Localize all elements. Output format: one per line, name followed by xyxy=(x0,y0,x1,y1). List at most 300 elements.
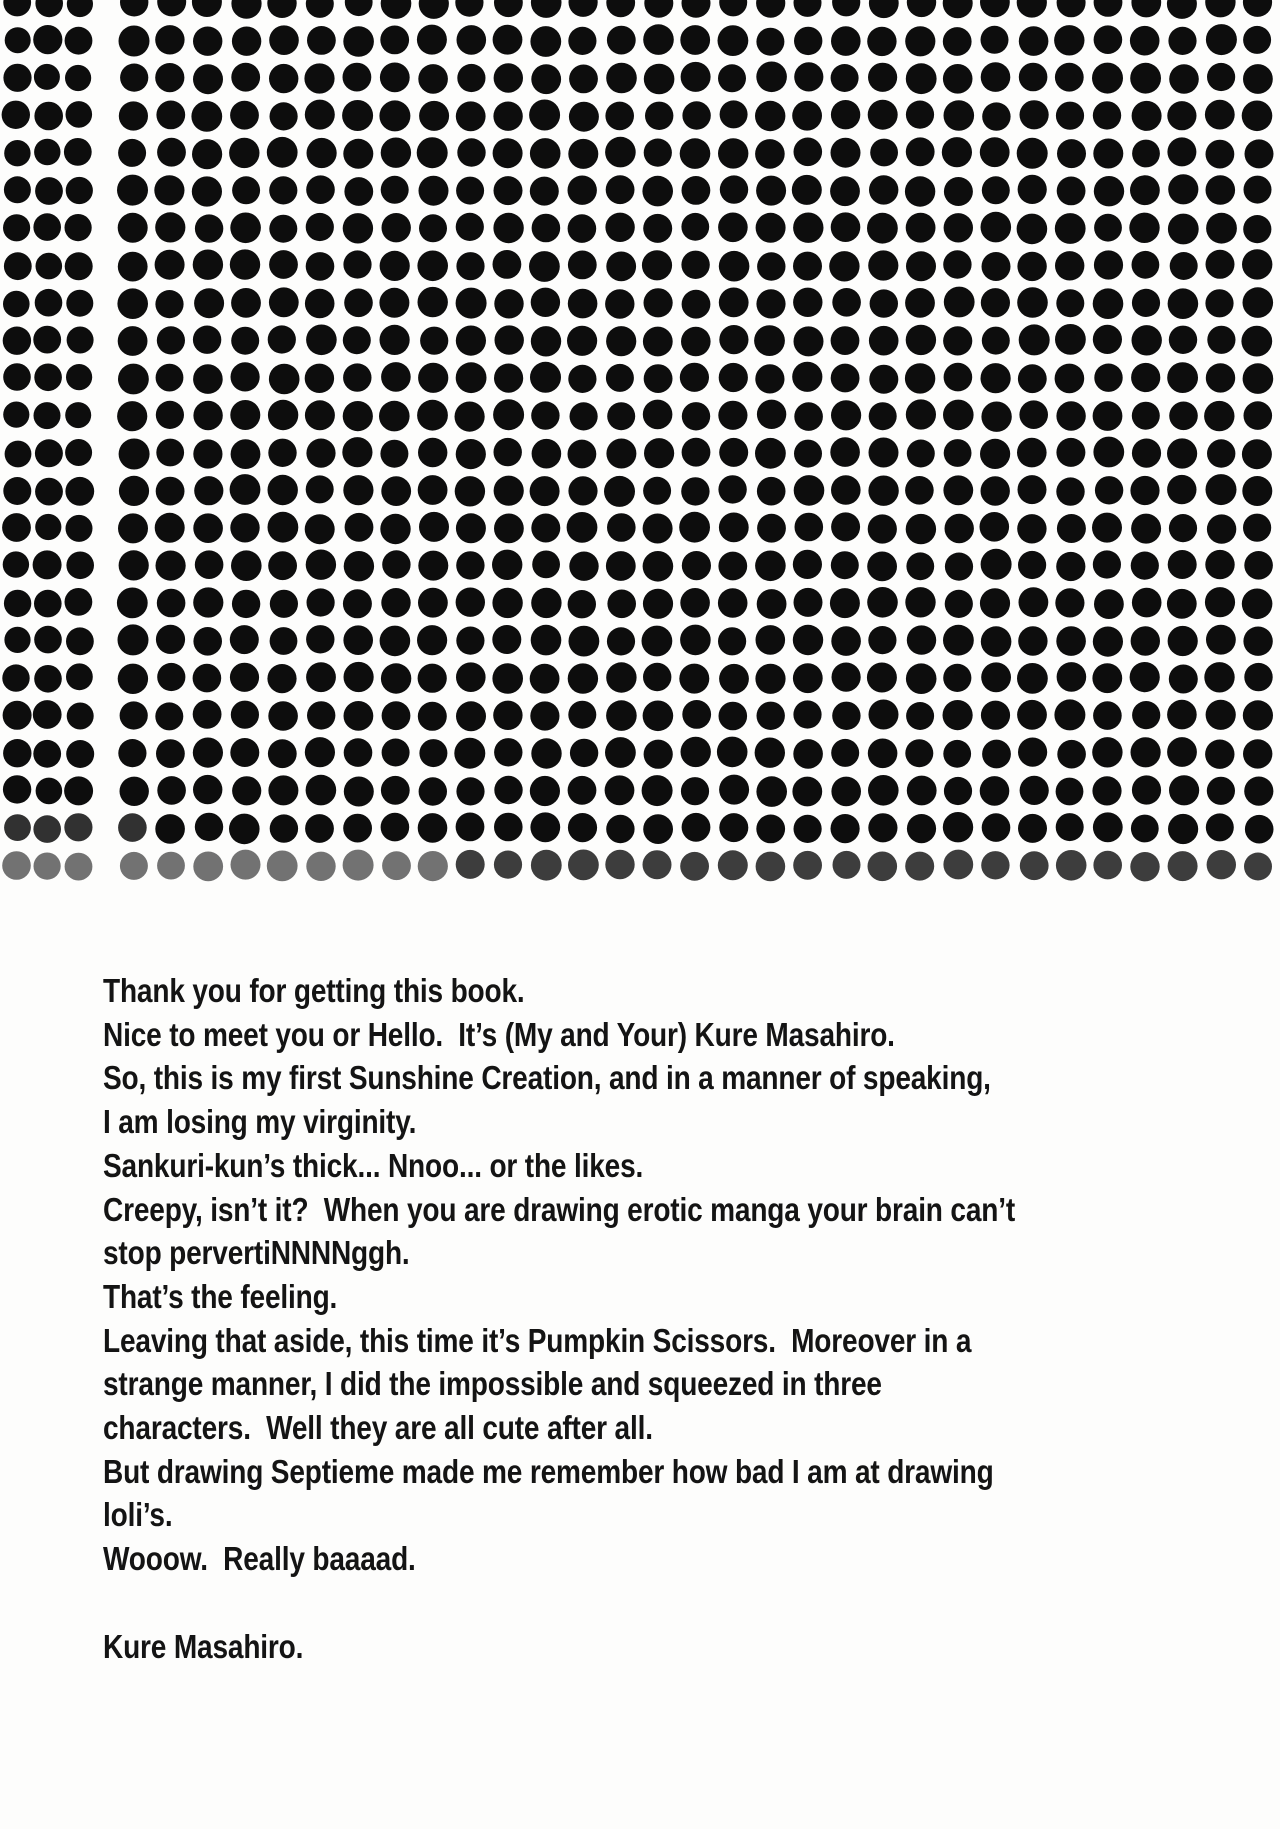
halftone-dot xyxy=(607,513,636,542)
halftone-dot xyxy=(607,627,635,655)
halftone-dot xyxy=(344,738,373,767)
halftone-dot xyxy=(1205,550,1234,579)
halftone-dot xyxy=(756,776,787,807)
halftone-dot xyxy=(1206,625,1236,655)
halftone-dot-pattern xyxy=(0,0,1280,886)
halftone-dot xyxy=(982,327,1010,355)
halftone-dot xyxy=(1094,214,1122,242)
halftone-dot xyxy=(943,400,974,431)
halftone-dot xyxy=(456,101,486,131)
halftone-dot xyxy=(418,363,448,393)
halftone-dot xyxy=(1243,627,1272,656)
halftone-dot xyxy=(1056,401,1085,430)
halftone-dot xyxy=(1130,852,1159,881)
halftone-dot xyxy=(157,0,186,16)
halftone-dot xyxy=(905,852,934,881)
halftone-dot xyxy=(268,475,298,505)
halftone-dot xyxy=(831,326,860,355)
halftone-dot xyxy=(154,175,184,205)
halftone-dot xyxy=(606,175,635,204)
halftone-dot xyxy=(193,364,223,394)
halftone-dot xyxy=(1019,63,1048,92)
halftone-dot xyxy=(682,551,711,580)
halftone-dot xyxy=(720,100,748,128)
halftone-dot xyxy=(719,702,748,731)
halftone-dot xyxy=(1132,775,1161,804)
halftone-dot xyxy=(529,251,560,282)
halftone-dot xyxy=(1131,552,1159,580)
halftone-dot xyxy=(36,253,63,280)
halftone-dot xyxy=(681,477,709,505)
halftone-dot xyxy=(5,27,31,53)
halftone-dot xyxy=(681,62,711,92)
halftone-dot xyxy=(1093,627,1123,657)
halftone-dot xyxy=(67,327,94,354)
halftone-dot xyxy=(644,139,672,167)
halftone-dot xyxy=(492,663,523,694)
halftone-dot xyxy=(1017,138,1048,169)
halftone-dot xyxy=(419,739,447,767)
halftone-dot xyxy=(943,625,974,656)
halftone-dot xyxy=(1130,63,1161,94)
halftone-dot xyxy=(643,327,673,357)
halftone-dot xyxy=(682,0,711,18)
halftone-dot xyxy=(868,250,898,280)
halftone-dot xyxy=(193,401,222,430)
halftone-dot xyxy=(1094,25,1123,54)
halftone-dot xyxy=(531,401,559,429)
afterword-line-5: Sankuri-kun’s thick... Nnoo... or the likes. xyxy=(103,1146,644,1184)
halftone-dot xyxy=(381,776,410,805)
halftone-dot xyxy=(34,102,63,131)
halftone-dot xyxy=(682,290,711,319)
halftone-dot xyxy=(756,176,786,206)
halftone-dot xyxy=(1242,439,1272,469)
halftone-dot xyxy=(1017,287,1048,318)
halftone-dot xyxy=(756,0,785,18)
halftone-dot xyxy=(118,739,146,767)
halftone-dot xyxy=(1245,815,1274,844)
halftone-dot xyxy=(1167,0,1197,19)
halftone-dot xyxy=(4,140,30,166)
halftone-dot xyxy=(156,625,185,654)
halftone-dot xyxy=(645,102,673,130)
halftone-dot xyxy=(982,176,1010,204)
halftone-dot xyxy=(231,327,259,355)
halftone-dot xyxy=(418,64,448,94)
halftone-dot xyxy=(305,400,335,430)
halftone-dot xyxy=(35,289,63,317)
halftone-dot xyxy=(1057,177,1086,206)
halftone-dot xyxy=(231,63,260,92)
halftone-dot xyxy=(794,27,822,55)
halftone-dot xyxy=(118,664,148,694)
halftone-dot xyxy=(868,813,897,842)
halftone-dot xyxy=(193,700,222,729)
halftone-dot xyxy=(270,590,298,618)
halftone-dot xyxy=(230,249,260,279)
halftone-dot xyxy=(343,814,372,843)
halftone-dot xyxy=(1204,401,1234,431)
halftone-dot xyxy=(943,740,971,768)
halftone-dot xyxy=(980,137,1010,167)
afterword-line-12: But drawing Septieme made me remember how bad I am at drawing xyxy=(103,1452,994,1490)
halftone-dot xyxy=(493,138,523,168)
halftone-dot xyxy=(457,138,485,166)
halftone-dot xyxy=(120,777,149,806)
halftone-dot xyxy=(4,252,32,280)
halftone-dot xyxy=(569,552,598,581)
halftone-dot xyxy=(906,251,936,281)
halftone-dot xyxy=(568,27,596,55)
halftone-dot xyxy=(65,853,93,881)
halftone-dot xyxy=(531,738,561,768)
halftone-dot xyxy=(155,290,183,318)
halftone-dot xyxy=(66,290,93,317)
halftone-dot xyxy=(831,400,861,430)
halftone-dot xyxy=(907,776,937,806)
halftone-dot xyxy=(1168,288,1199,319)
halftone-dot xyxy=(1094,364,1122,392)
halftone-dot xyxy=(869,402,897,430)
halftone-dot xyxy=(792,101,822,131)
halftone-dot xyxy=(34,64,60,90)
halftone-dot xyxy=(679,512,710,543)
halftone-dot xyxy=(606,0,635,17)
halftone-dot xyxy=(868,626,896,654)
halftone-dot xyxy=(680,25,710,55)
halftone-dot xyxy=(1169,326,1197,354)
halftone-dot xyxy=(1131,363,1160,392)
halftone-dot xyxy=(344,662,374,692)
halftone-dot xyxy=(606,662,636,692)
halftone-dot xyxy=(230,474,261,505)
halftone-dot xyxy=(1244,853,1272,881)
halftone-dot xyxy=(1243,514,1271,542)
halftone-dot xyxy=(66,740,94,768)
halftone-dot xyxy=(118,326,148,356)
halftone-dot xyxy=(381,362,411,392)
afterword-line-2: Nice to meet you or Hello. It’s (My and Your) Kure Masahiro. xyxy=(103,1015,895,1053)
halftone-dot xyxy=(419,777,447,805)
halftone-dot xyxy=(755,364,784,393)
halftone-dot xyxy=(1206,700,1236,730)
halftone-dot xyxy=(756,852,786,882)
halftone-dot xyxy=(1206,363,1235,392)
halftone-dot xyxy=(982,252,1011,281)
halftone-dot xyxy=(155,212,185,242)
halftone-dot xyxy=(794,402,823,431)
halftone-dot xyxy=(1243,26,1271,54)
halftone-dot xyxy=(4,590,31,617)
halftone-dot xyxy=(981,549,1012,580)
halftone-dot xyxy=(381,138,411,168)
halftone-dot xyxy=(568,176,597,205)
halftone-dot xyxy=(305,100,335,130)
halftone-dot xyxy=(605,137,636,168)
halftone-dot xyxy=(193,64,223,94)
halftone-dot xyxy=(794,815,822,843)
halftone-dot xyxy=(155,513,185,543)
halftone-dot xyxy=(568,701,596,729)
halftone-dot xyxy=(381,176,409,204)
halftone-dot xyxy=(492,550,522,580)
halftone-dot xyxy=(3,775,31,803)
halftone-dot xyxy=(418,851,448,881)
afterword-blank-line xyxy=(103,1581,1174,1625)
halftone-dot xyxy=(982,740,1011,769)
halftone-dot xyxy=(305,514,335,544)
halftone-dot xyxy=(943,27,972,56)
halftone-dot xyxy=(418,702,447,731)
halftone-dot xyxy=(831,626,861,656)
halftone-dot xyxy=(605,737,636,768)
halftone-dot xyxy=(120,701,148,729)
halftone-dot xyxy=(494,63,523,92)
halftone-dot xyxy=(379,100,410,131)
halftone-dot xyxy=(756,625,786,655)
halftone-dot xyxy=(907,814,936,843)
halftone-dot xyxy=(869,0,899,18)
halftone-dot xyxy=(157,852,185,880)
halftone-dot xyxy=(757,702,785,730)
halftone-dot xyxy=(1205,740,1234,769)
halftone-dot xyxy=(832,702,860,730)
halftone-dot xyxy=(191,101,222,132)
halftone-dot xyxy=(681,251,709,279)
halftone-dot xyxy=(4,627,30,653)
halftone-dot xyxy=(756,62,787,93)
afterword-line-14: Wooow. Really baaaad. xyxy=(103,1540,416,1578)
halftone-dot xyxy=(568,440,597,469)
halftone-dot xyxy=(381,588,410,617)
halftone-dot xyxy=(832,0,860,16)
halftone-dot xyxy=(4,814,31,841)
halftone-dot xyxy=(419,101,449,131)
halftone-dot xyxy=(1207,514,1236,543)
halftone-dot xyxy=(1242,589,1273,620)
halftone-dot xyxy=(117,175,148,206)
halftone-dot xyxy=(1093,325,1122,354)
halftone-dot xyxy=(1055,63,1084,92)
halftone-dot xyxy=(456,777,484,805)
halftone-dot xyxy=(831,212,861,242)
halftone-dot xyxy=(1167,101,1196,130)
halftone-dot xyxy=(119,550,149,580)
halftone-dot xyxy=(65,65,91,91)
halftone-dot xyxy=(5,441,32,468)
halftone-dot xyxy=(1206,250,1235,279)
halftone-dot xyxy=(868,100,898,130)
halftone-dot xyxy=(380,325,410,355)
halftone-dot xyxy=(906,399,936,429)
halftone-dot xyxy=(306,852,335,881)
halftone-dot xyxy=(306,0,334,18)
halftone-dot xyxy=(568,365,596,393)
halftone-dot xyxy=(230,400,260,430)
halftone-dot xyxy=(1057,514,1086,543)
halftone-dot xyxy=(1129,213,1159,243)
halftone-dot xyxy=(793,213,823,243)
halftone-dot xyxy=(306,775,337,806)
halftone-dot xyxy=(379,401,410,432)
halftone-dot xyxy=(456,662,486,692)
halftone-dot xyxy=(1056,102,1084,130)
halftone-dot xyxy=(719,438,748,467)
halftone-dot xyxy=(1245,139,1274,168)
halftone-dot xyxy=(1017,514,1046,543)
halftone-dot xyxy=(193,587,223,617)
halftone-dot xyxy=(1205,587,1235,617)
halftone-dot xyxy=(119,439,150,470)
halftone-dot xyxy=(343,401,373,431)
halftone-dot xyxy=(682,402,710,430)
halftone-dot xyxy=(419,0,449,19)
halftone-dot xyxy=(65,27,93,55)
halftone-dot xyxy=(944,177,973,206)
halftone-dot xyxy=(944,777,972,805)
halftone-dot xyxy=(980,776,1010,806)
halftone-dot xyxy=(567,512,598,543)
afterword-signature: Kure Masahiro. xyxy=(103,1627,304,1665)
halftone-dot xyxy=(1207,63,1235,91)
halftone-dot xyxy=(1244,401,1273,430)
halftone-dot xyxy=(418,588,448,618)
halftone-dot xyxy=(794,326,824,356)
halftone-dot xyxy=(568,289,598,319)
halftone-dot xyxy=(193,513,223,543)
halftone-dot xyxy=(720,175,748,203)
halftone-dot xyxy=(231,288,261,318)
halftone-dot xyxy=(494,176,523,205)
halftone-dot xyxy=(830,176,860,206)
halftone-dot xyxy=(756,815,785,844)
halftone-dot xyxy=(1093,101,1121,129)
halftone-dot xyxy=(681,327,711,357)
halftone-dot xyxy=(34,665,62,693)
halftone-dot xyxy=(343,363,371,391)
halftone-dot xyxy=(307,26,336,55)
halftone-dot xyxy=(831,64,859,92)
halftone-dot xyxy=(833,851,861,879)
halftone-dot xyxy=(118,139,146,167)
halftone-dot xyxy=(981,26,1009,54)
halftone-dot xyxy=(681,737,711,767)
halftone-dot xyxy=(34,364,62,392)
halftone-dot xyxy=(793,550,822,579)
halftone-dot xyxy=(1017,214,1048,245)
halftone-dot xyxy=(980,439,1010,469)
halftone-dot xyxy=(494,738,522,766)
halftone-dot xyxy=(419,214,447,242)
halftone-dot xyxy=(719,0,747,16)
halftone-dot xyxy=(643,663,671,691)
halftone-dot xyxy=(643,850,672,879)
halftone-dot xyxy=(3,0,31,16)
halftone-dot xyxy=(494,813,523,842)
halftone-dot xyxy=(343,26,374,57)
halftone-dot xyxy=(231,850,261,880)
halftone-dot xyxy=(1057,139,1086,168)
halftone-dot xyxy=(342,437,372,467)
afterword-line-4: I am losing my virginity. xyxy=(103,1103,417,1141)
halftone-dot xyxy=(1093,701,1122,730)
halftone-dot xyxy=(419,176,449,206)
halftone-dot xyxy=(34,626,62,654)
halftone-dot xyxy=(1092,513,1122,543)
halftone-dot xyxy=(120,0,148,17)
halftone-dot xyxy=(831,739,859,767)
halftone-dot xyxy=(682,700,711,729)
halftone-dot xyxy=(680,363,709,392)
halftone-dot xyxy=(306,252,335,281)
halftone-dot xyxy=(1169,64,1199,94)
halftone-dot xyxy=(456,551,484,579)
halftone-dot xyxy=(3,477,31,505)
halftone-dot xyxy=(606,439,636,469)
halftone-dot xyxy=(1167,362,1198,393)
halftone-dot xyxy=(831,26,861,56)
halftone-dot xyxy=(944,100,975,131)
halftone-dot xyxy=(1243,363,1274,394)
halftone-dot xyxy=(945,590,973,618)
halftone-dot xyxy=(267,0,296,18)
halftone-dot xyxy=(344,551,374,581)
halftone-dot xyxy=(644,364,673,393)
halftone-dot xyxy=(1093,550,1121,578)
halftone-dot xyxy=(607,26,636,55)
halftone-dot xyxy=(493,102,522,131)
halftone-dot xyxy=(568,663,598,693)
halftone-dot xyxy=(33,700,62,729)
halftone-dot xyxy=(66,663,93,690)
halftone-dot xyxy=(1206,175,1236,205)
halftone-dot xyxy=(792,777,822,807)
halftone-dot xyxy=(33,213,61,241)
halftone-dot xyxy=(193,250,223,280)
halftone-dot xyxy=(456,439,486,469)
halftone-dot xyxy=(1243,739,1272,768)
halftone-dot xyxy=(268,701,298,731)
halftone-dot xyxy=(380,63,410,93)
halftone-dot xyxy=(118,213,148,243)
halftone-dot xyxy=(418,813,448,843)
halftone-dot xyxy=(1170,252,1198,280)
halftone-dot xyxy=(417,250,448,281)
halftone-dot xyxy=(756,289,785,318)
halftone-dot xyxy=(456,627,484,655)
halftone-dot xyxy=(494,514,524,544)
halftone-dot xyxy=(305,737,335,767)
halftone-dot xyxy=(457,25,487,55)
halftone-dot xyxy=(4,176,31,203)
halftone-dot xyxy=(1168,814,1198,844)
halftone-dot xyxy=(605,850,634,879)
halftone-dot xyxy=(65,477,94,506)
halftone-dot xyxy=(2,513,31,542)
halftone-dot xyxy=(1169,775,1199,805)
halftone-dot xyxy=(493,213,523,243)
halftone-dot xyxy=(530,26,561,57)
halftone-dot xyxy=(67,703,94,730)
halftone-dot xyxy=(718,213,748,243)
halftone-dot xyxy=(232,590,260,618)
halftone-dot xyxy=(1168,550,1197,579)
halftone-dot xyxy=(418,287,448,317)
halftone-dot xyxy=(792,175,822,205)
halftone-dot xyxy=(870,289,898,317)
halftone-dot xyxy=(1019,587,1049,617)
